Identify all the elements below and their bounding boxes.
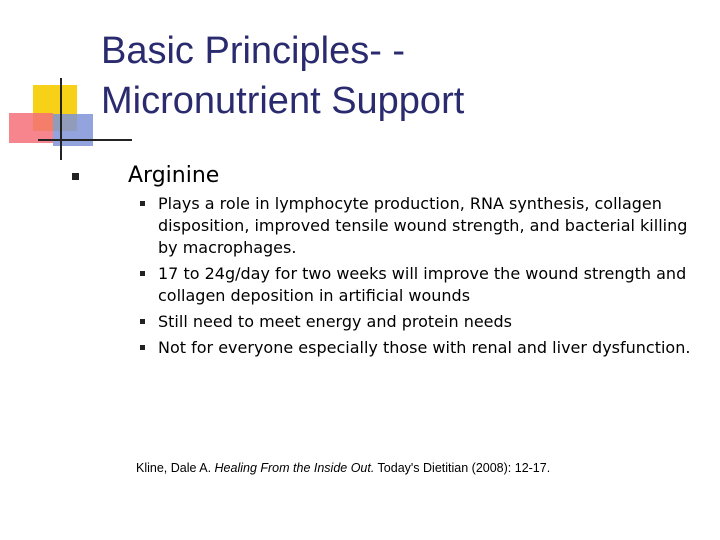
sub-bullet-text: Still need to meet energy and protein needs (158, 312, 513, 331)
list-item (133, 263, 693, 307)
decor-horizontal-line (38, 139, 132, 141)
sub-bullet-text: Plays a role in lymphocyte production, RNA synthesis, collagen disposition, improved tensile wound strength, and bacterial killing by macrophages. (158, 194, 688, 257)
slide-title-line-1: Basic Principles- - (101, 30, 406, 72)
sub-bullet-text: 17 to 24g/day for two weeks will improve the wound strength and collagen deposition in artificial wounds (158, 264, 687, 305)
slide-title-line-2: Micronutrient Support (101, 80, 465, 122)
citation-work-title: Healing From the Inside Out. (214, 461, 375, 475)
list-item (133, 311, 693, 333)
decor-vertical-line (60, 78, 62, 160)
sub-bullet-text: Not for everyone especially those with renal and liver dysfunction. (158, 338, 691, 357)
slide-title (101, 26, 464, 126)
decor-blue-square (53, 114, 93, 146)
bullet-square-icon (140, 201, 145, 206)
citation (136, 461, 550, 475)
list-item (133, 337, 693, 359)
citation-source: Today's Dietitian (2008): 12-17. (374, 461, 551, 475)
main-bullet-text: Arginine (128, 163, 220, 188)
bullet-square-icon (140, 319, 145, 324)
sub-bullet-list (133, 193, 693, 363)
citation-author: Kline, Dale A. (136, 461, 215, 475)
bullet-square-icon (72, 173, 79, 180)
bullet-square-icon (140, 271, 145, 276)
bullet-square-icon (140, 345, 145, 350)
list-item (133, 193, 693, 259)
